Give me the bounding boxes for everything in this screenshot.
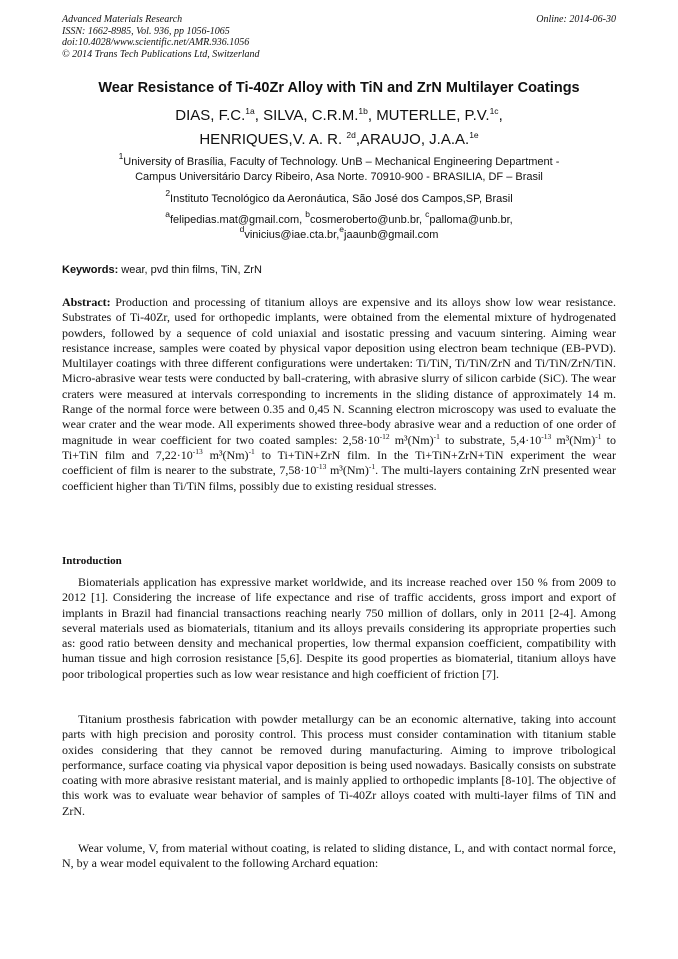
author-sup: 1c: [489, 106, 499, 116]
email-sup: c: [425, 209, 430, 219]
author-name: HENRIQUES,V. A. R.: [199, 131, 343, 148]
section-heading-introduction: Introduction: [62, 555, 122, 567]
author-name: ARAUJO, J.A.A.: [359, 131, 470, 148]
author-line-1: DIAS, F.C.$^{1a}$, SILVA, C.R.M.$^{1b}$, MUTERLLE, P.V.$^{1c}$,: [175, 106, 503, 124]
email: vinicius@iae.cta.br,: [244, 228, 340, 241]
abstract-text: m³(Nm): [389, 432, 434, 447]
exponent: -1: [368, 462, 376, 472]
paragraph: Biomaterials application has expressive market worldwide, and its increase reached over 150 % from 2009 to 2012 [1]. Considering the increase of life expectance and rise of traffic accidents, gross import and export of implants in Brazil had financial transactions reaching nearly 750 million of dollars, only in 2011 [2-4]. Among several materials used as biomaterials, titanium and its alloys prevails considering its appropriate properties such as: good ratio between density and mechanical properties, low thermal expansion coefficient, compatibility with human tissue and high corrosion resistance [5,6]. Despite its good properties as biomaterial, titanium alloys have poor tribological properties such as low wear resistance and high coefficient of friction [7].: [62, 575, 616, 681]
author-name: DIAS, F.C.: [175, 107, 246, 124]
abstract-text: to Ti+TiN film and 7,22·10: [62, 432, 616, 462]
paper-title: Wear Resistance of Ti-40Zr Alloy with TiN and ZrN Multilayer Coatings: [98, 80, 580, 96]
author-sup: 1a: [245, 106, 255, 116]
abstract-text: . The multi-layers containing ZrN presented wear coefficient higher than Ti/TiN films, possibly due to existing residual stresses.: [62, 463, 616, 493]
journal-issn: ISSN: 1662-8985, Vol. 936, pp 1056-1065: [62, 25, 230, 37]
abstract-text: m³(Nm): [202, 447, 249, 462]
abstract-text: to substrate, 5,4·10: [439, 432, 542, 447]
email-sup: e: [339, 223, 345, 234]
exponent: -12: [379, 431, 390, 441]
affiliation-sup: 1: [118, 151, 124, 161]
abstract-text: m³(Nm): [551, 432, 596, 447]
author-sup: 1b: [358, 106, 368, 116]
abstract-text: to Ti+TiN+ZrN film. In the Ti+TiN+ZrN+TiN experiment the wear coefficient of film is nearer to the substrate, 7,58·10: [62, 447, 616, 478]
exponent: -1: [595, 431, 602, 441]
affiliation-2: [30, 188, 648, 207]
author-name: MUTERLLE, P.V.: [376, 107, 490, 124]
keywords-text: wear, pvd thin films, TiN, ZrN: [118, 264, 262, 276]
journal-name: Advanced Materials Research: [62, 14, 183, 25]
affiliation-line: University of Brasília, Faculty of Technology. UnB – Mechanical Engineering Department -: [123, 156, 560, 168]
abstract-text: Production and processing of titanium alloys are expensive and its alloys show low wear resistance. Substrates of Ti-40Zr, used for orthopedic implants, were obtained from the elemental mixture of hydrogenated powders, followed by a sequence of cold uniaxial and isostatic pressing and vacuum sintering. Aiming wear resistance increase, samples were coated by physical vapor deposition using electron beam technique (EB-PVD). Multilayer coatings with three different configurations were undertaken: Ti/TiN, Ti/TiN/ZrN and Ti/TiN/ZrN/TiN. Micro-abrasive wear tests were conducted by ball-cratering, with abrasive slurry of silicon carbide (SiC). The wear craters were measured at intervals corresponding to increments in the sliding distance of approximately 14 m. Range of the normal force were between 0.35 and 0,45 N. Scanning electron microscopy was used to evaluate the wear crater and the wear mode. All experiments showed three-body abrasive wear and a reduction of one order of magnitude in wear coefficient for two coated samples: 2,58·10: [62, 295, 616, 447]
online-date: Online: 2014-06-30: [536, 14, 616, 25]
email: jaaunb@gmail.com: [344, 228, 439, 241]
keywords: [62, 264, 616, 276]
keywords-label: Keywords:: [62, 264, 119, 276]
abstract-label: Abstract:: [62, 295, 111, 309]
email-sup: a: [165, 209, 170, 219]
journal-header: [62, 14, 616, 60]
affiliation-line: Campus Universitário Darcy Ribeiro, Asa Norte. 70910-900 - BRASILIA, DF – Brasil: [135, 170, 543, 183]
author-sup: 1e: [469, 130, 479, 140]
author-sup: 2d: [346, 130, 356, 140]
paragraph: Wear volume, V, from material without coating, is related to sliding distance, L, and with contact normal force, N, by a wear model equivalent to the following Archard equation:: [62, 841, 616, 871]
exponent: -1: [248, 446, 255, 456]
author-emails: [30, 209, 648, 242]
exponent: -13: [192, 446, 203, 456]
paragraph: Titanium prosthesis fabrication with powder metallurgy can be an economic alternative, taking into account parts with high precision and porosity control. This process must consider contamination with titanium stable oxides considering that they cannot be removed during manufacturing. Aiming to improve tribological performance, surface coating via physical vapor deposition is being used nowadays. Basically consists on substrate coating with more abrasive resistant material, and is mainly applied to orthopedic implants [8-10]. The objective of this work was to evaluate wear behavior of samples of Ti-40Zr alloys coated with multi-layer films of TiN and ZrN.: [62, 712, 616, 818]
affiliation-sup: 2: [165, 188, 171, 198]
email: cosmeroberto@unb.br,: [310, 214, 426, 226]
email: felipedias.mat@gmail.com,: [170, 214, 306, 226]
author-line-2: HENRIQUES,V. A. R. $^{2d}$,ARAUJO, J.A.A.$^{1e}$: [199, 130, 479, 148]
email-sup: d: [239, 223, 245, 234]
journal-copyright: © 2014 Trans Tech Publications Ltd, Switzerland: [62, 48, 260, 60]
exponent: -13: [541, 431, 552, 441]
abstract-text: m³(Nm): [326, 463, 369, 478]
affiliation-line: Instituto Tecnológico da Aeronáutica, São José dos Campos,SP, Brasil: [170, 193, 513, 205]
affiliation-1: [30, 151, 648, 184]
journal-doi: doi:10.4028/www.scientific.net/AMR.936.1056: [62, 37, 250, 48]
author-name: SILVA, C.R.M.: [263, 107, 359, 124]
abstract: [62, 295, 616, 494]
email: palloma@unb.br,: [429, 214, 513, 226]
email-sup: b: [305, 209, 311, 219]
exponent: -1: [433, 431, 440, 441]
exponent: -13: [316, 462, 327, 472]
